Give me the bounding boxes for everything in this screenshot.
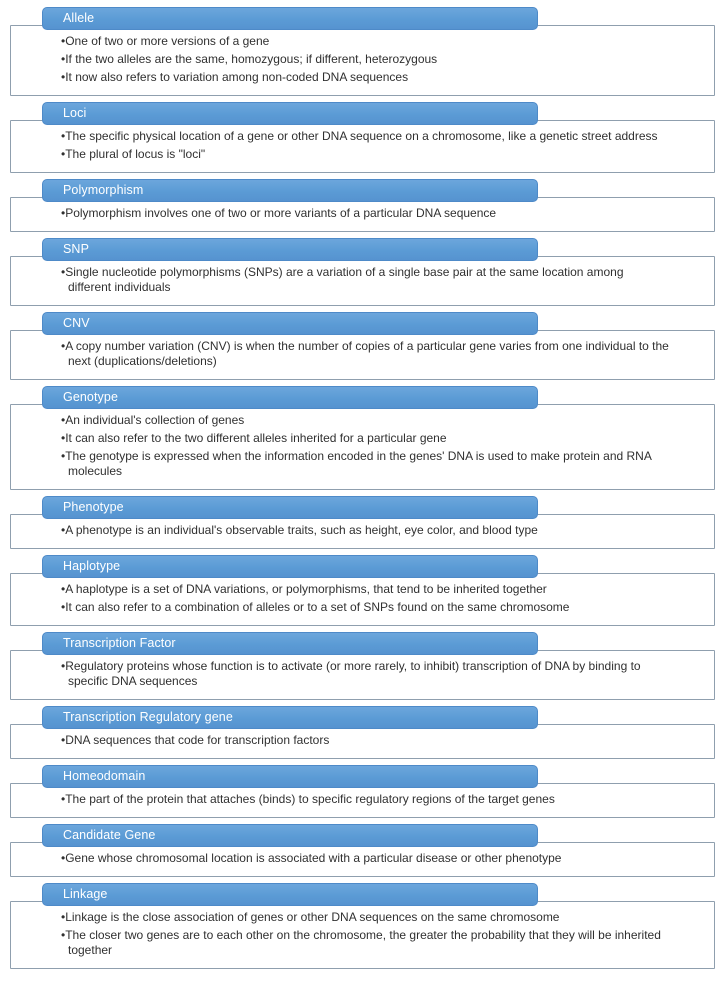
- definition-bullet: • The plural of locus is "loci": [61, 147, 669, 162]
- definition-bullet: • DNA sequences that code for transcription factors: [61, 733, 669, 748]
- term-title: Homeodomain: [63, 769, 146, 784]
- term-header-bar: [42, 555, 538, 578]
- term-header-bar: [42, 312, 538, 335]
- term-definition-box: [10, 901, 715, 969]
- term-title: Transcription Regulatory gene: [63, 710, 233, 725]
- definition-bullet: • The specific physical location of a gene or other DNA sequence on a chromosome, like a genetic street address: [61, 129, 669, 144]
- definition-bullets: [61, 733, 669, 748]
- definition-bullets: [61, 523, 669, 538]
- term-header-bar: [42, 238, 538, 261]
- term-title: Genotype: [63, 390, 119, 405]
- definition-list: [10, 7, 715, 969]
- definition-bullet: • Single nucleotide polymorphisms (SNPs) are a variation of a single base pair at the same location among different individuals: [61, 265, 669, 295]
- term-definition-box: [10, 256, 715, 306]
- term-header-bar: [42, 632, 538, 655]
- term-card: [10, 312, 715, 380]
- term-card: [10, 238, 715, 306]
- definition-bullets: [61, 413, 669, 479]
- definition-bullet: • The closer two genes are to each other on the chromosome, the greater the probability that they will be inherited together: [61, 928, 669, 958]
- definition-bullet: • The part of the protein that attaches (binds) to specific regulatory regions of the target genes: [61, 792, 669, 807]
- definition-bullet: • A phenotype is an individual's observable traits, such as height, eye color, and blood type: [61, 523, 669, 538]
- term-title: Allele: [63, 11, 95, 26]
- definition-bullet: • One of two or more versions of a gene: [61, 34, 669, 49]
- term-card: [10, 824, 715, 877]
- term-header-bar: [42, 496, 538, 519]
- term-header-bar: [42, 386, 538, 409]
- term-title: Transcription Factor: [63, 636, 176, 651]
- definition-bullets: [61, 265, 669, 295]
- definition-bullets: [61, 339, 669, 369]
- definition-bullet: • Gene whose chromosomal location is associated with a particular disease or other phenotype: [61, 851, 669, 866]
- definition-bullet: • Polymorphism involves one of two or more variants of a particular DNA sequence: [61, 206, 669, 221]
- term-card: [10, 179, 715, 232]
- term-card: [10, 632, 715, 700]
- definition-bullet: • If the two alleles are the same, homozygous; if different, heterozygous: [61, 52, 669, 67]
- term-card: [10, 883, 715, 969]
- definition-bullet: • A haplotype is a set of DNA variations, or polymorphisms, that tend to be inherited together: [61, 582, 669, 597]
- term-title: Candidate Gene: [63, 828, 156, 843]
- term-title: Loci: [63, 106, 87, 121]
- term-header-bar: [42, 883, 538, 906]
- term-card: [10, 386, 715, 490]
- definition-bullet: • Linkage is the close association of genes or other DNA sequences on the same chromosome: [61, 910, 669, 925]
- term-definition-box: [10, 724, 715, 759]
- term-card: [10, 496, 715, 549]
- definition-bullets: [61, 659, 669, 689]
- term-title: CNV: [63, 316, 90, 331]
- term-definition-box: [10, 650, 715, 700]
- definition-bullets: [61, 129, 669, 162]
- term-card: [10, 555, 715, 626]
- term-definition-box: [10, 197, 715, 232]
- term-title: SNP: [63, 242, 90, 257]
- definition-bullet: • The genotype is expressed when the information encoded in the genes' DNA is used to make protein and RNA molecules: [61, 449, 669, 479]
- term-definition-box: [10, 573, 715, 626]
- term-header-bar: [42, 765, 538, 788]
- term-header-bar: [42, 7, 538, 30]
- term-card: [10, 765, 715, 818]
- term-definition-box: [10, 404, 715, 490]
- term-title: Haplotype: [63, 559, 121, 574]
- definition-bullets: [61, 851, 669, 866]
- definition-bullet: • A copy number variation (CNV) is when the number of copies of a particular gene varies from one individual to the next (duplications/deletions): [61, 339, 669, 369]
- term-definition-box: [10, 842, 715, 877]
- term-card: [10, 102, 715, 173]
- definition-bullets: [61, 206, 669, 221]
- term-card: [10, 706, 715, 759]
- definition-bullet: • It can also refer to a combination of alleles or to a set of SNPs found on the same chromosome: [61, 600, 669, 615]
- term-definition-box: [10, 25, 715, 96]
- definition-bullet: • An individual's collection of genes: [61, 413, 669, 428]
- term-title: Polymorphism: [63, 183, 144, 198]
- term-header-bar: [42, 706, 538, 729]
- term-definition-box: [10, 514, 715, 549]
- definition-bullets: [61, 582, 669, 615]
- term-header-bar: [42, 179, 538, 202]
- definition-bullet: • It now also refers to variation among non-coded DNA sequences: [61, 70, 669, 85]
- term-header-bar: [42, 824, 538, 847]
- term-title: Phenotype: [63, 500, 124, 515]
- term-definition-box: [10, 330, 715, 380]
- term-header-bar: [42, 102, 538, 125]
- term-card: [10, 7, 715, 96]
- definition-bullets: [61, 792, 669, 807]
- definition-bullets: [61, 34, 669, 85]
- term-definition-box: [10, 783, 715, 818]
- definition-bullets: [61, 910, 669, 958]
- definition-bullet: • Regulatory proteins whose function is to activate (or more rarely, to inhibit) transcription of DNA by binding to specific DNA sequences: [61, 659, 669, 689]
- term-definition-box: [10, 120, 715, 173]
- term-title: Linkage: [63, 887, 108, 902]
- definition-bullet: • It can also refer to the two different alleles inherited for a particular gene: [61, 431, 669, 446]
